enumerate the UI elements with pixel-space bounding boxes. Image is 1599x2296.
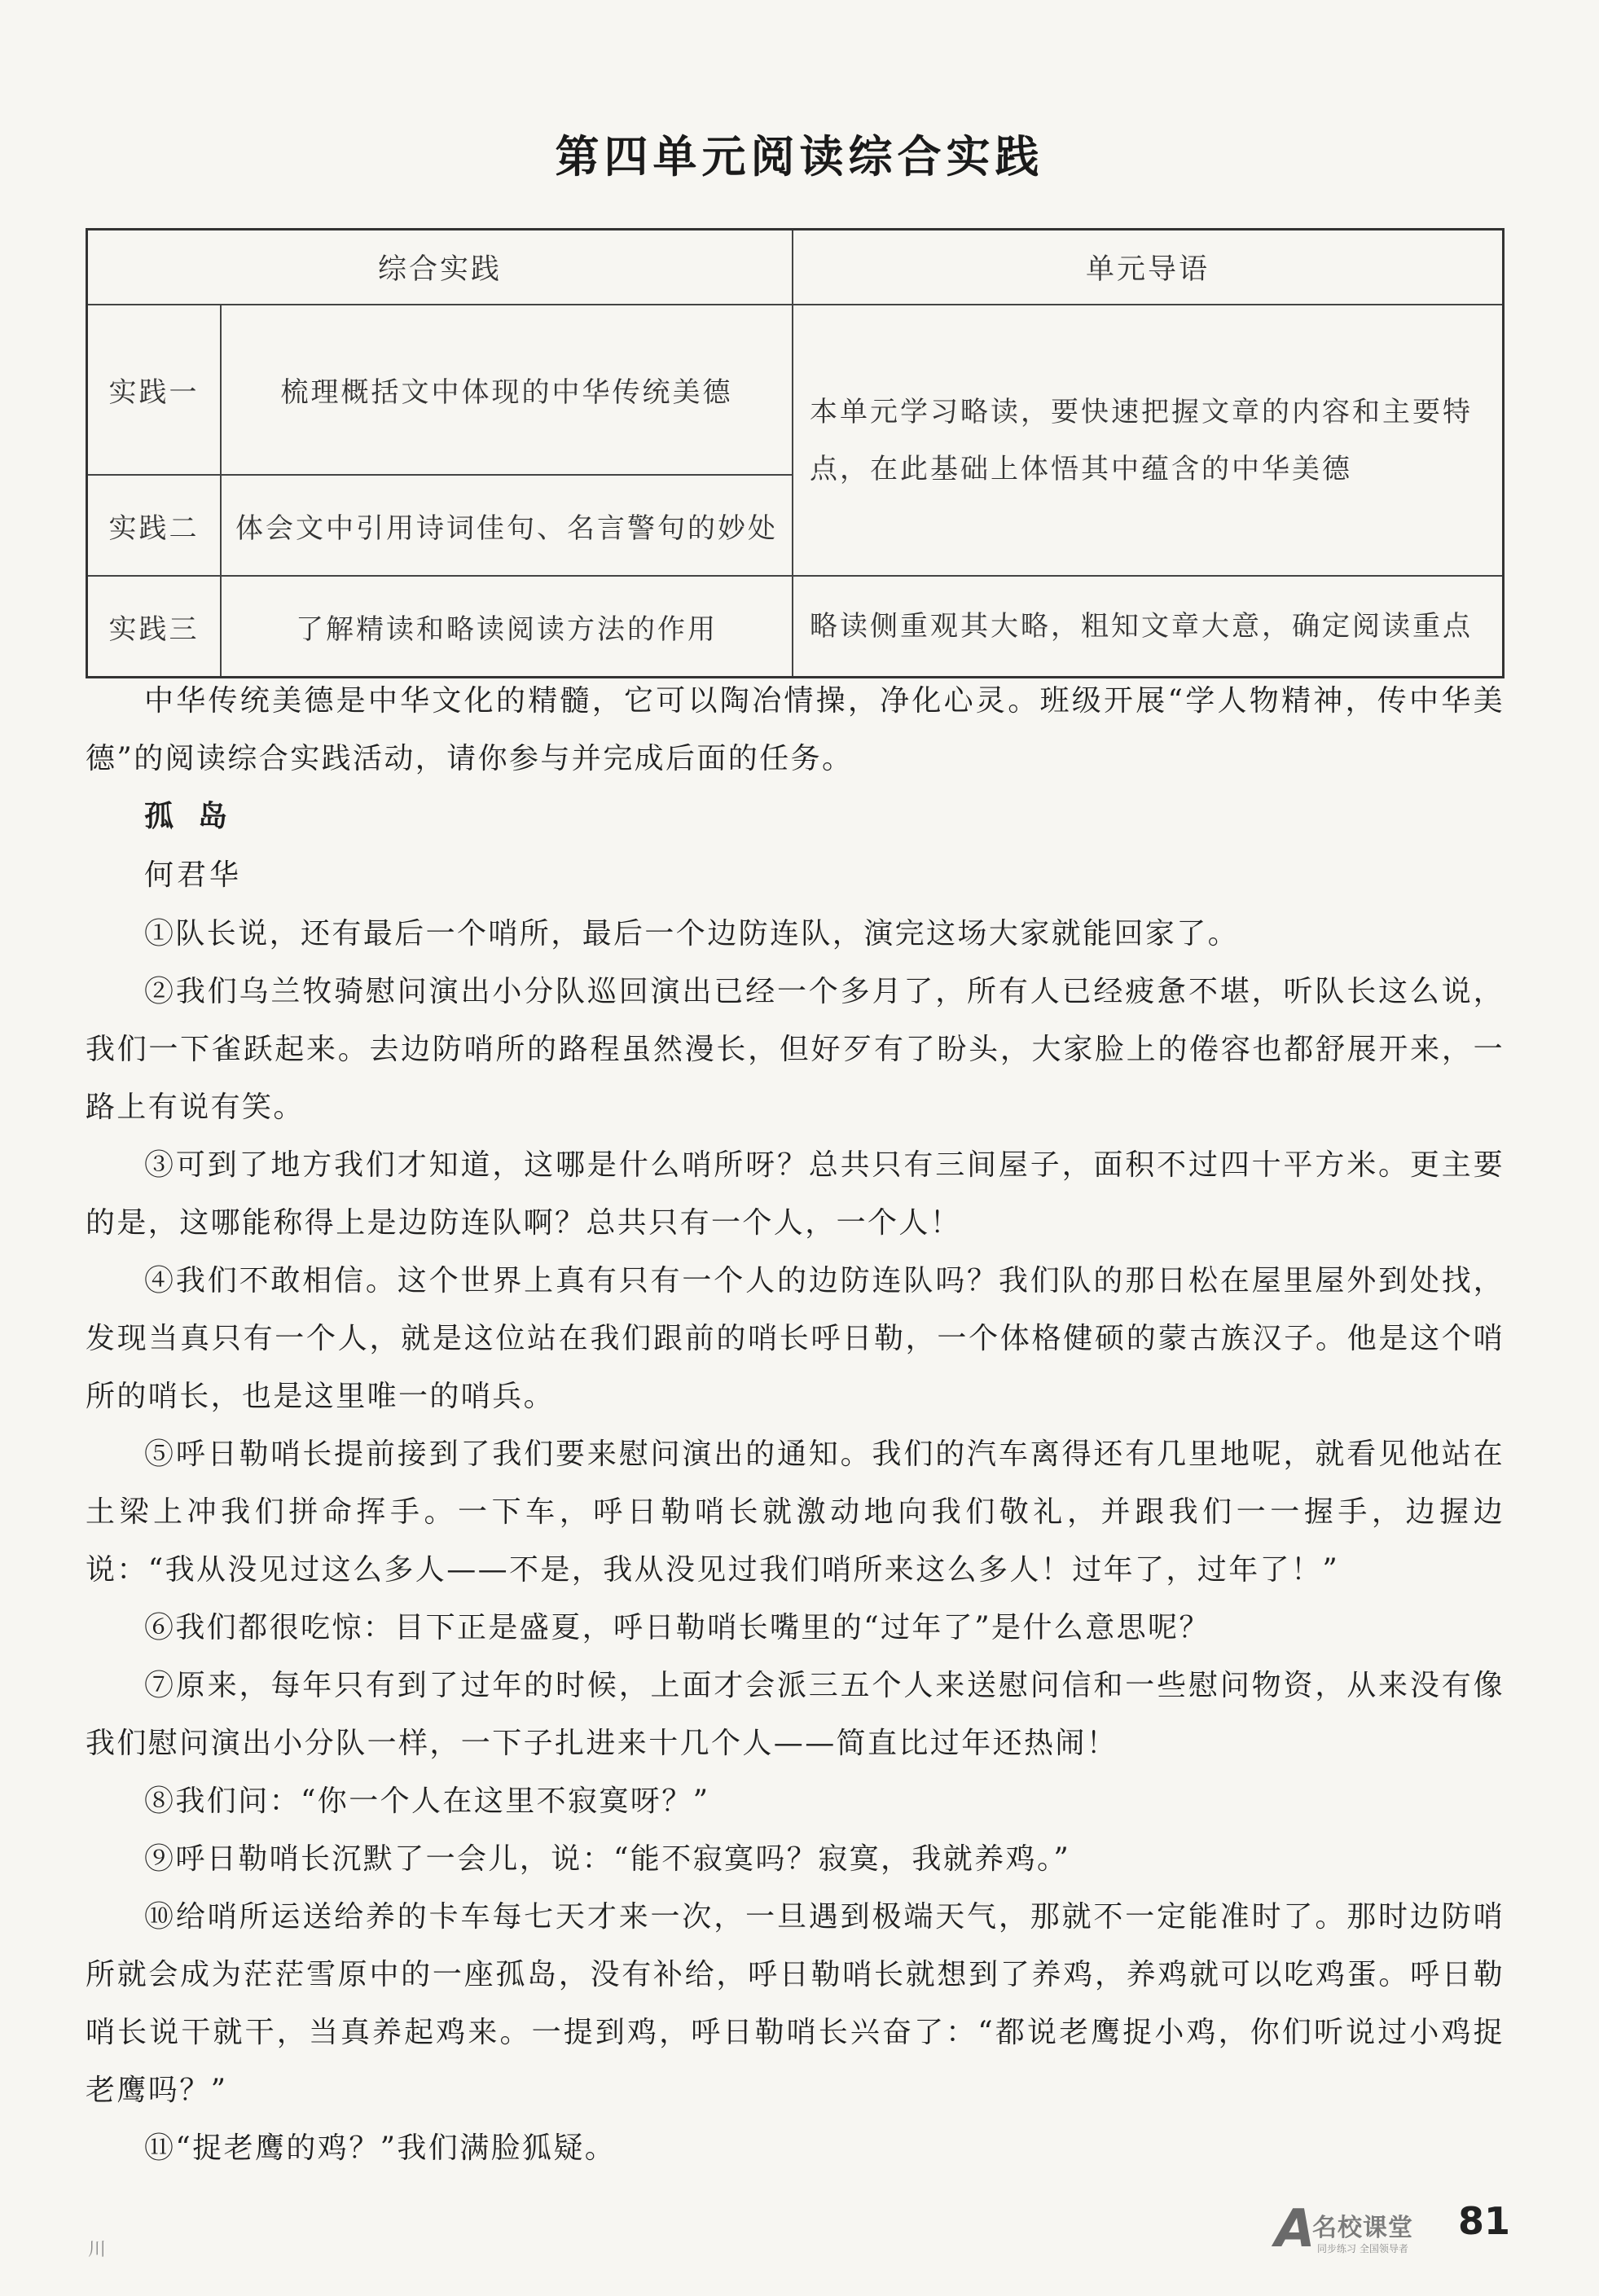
row-activity: 了解精读和略读阅读方法的作用 xyxy=(221,576,793,678)
table-header-practice: 综合实践 xyxy=(87,230,793,305)
row-note: 略读侧重观其大略，粗知文章大意，确定阅读重点 xyxy=(793,576,1504,678)
story-paragraph: ③可到了地方我们才知道，这哪是什么哨所呀？总共只有三间屋子，面积不过四十平方米。更主要的是，这哪能称得上是边防连队啊？总共只有一个人，一个人！ xyxy=(86,1148,1505,1240)
margin-mark: 川 xyxy=(88,2240,107,2260)
row-label: 实践一 xyxy=(87,305,222,475)
story-author: 何君华 xyxy=(144,858,243,892)
row-label: 实践二 xyxy=(87,475,222,576)
story-paragraph: ④我们不敢相信。这个世界上真有只有一个人的边防连队吗？我们队的那日松在屋里屋外到处找，发现当真只有一个人，就是这位站在我们跟前的哨长呼日勒，一个体格健硕的蒙古族汉子。他是这个哨所的哨长，也是这里唯一的哨兵。 xyxy=(86,1264,1505,1413)
table-row xyxy=(87,576,1504,678)
page-number: 81 xyxy=(1458,2199,1511,2243)
story-paragraph: ②我们乌兰牧骑慰问演出小分队巡回演出已经一个多月了，所有人已经疲惫不堪，听队长这么说，我们一下雀跃起来。去边防哨所的路程虽然漫长，但好歹有了盼头，大家脸上的倦容也都舒展开来，一路上有说有笑。 xyxy=(86,975,1505,1124)
logo-slogan: 同步练习 全国领导者 xyxy=(1317,2243,1408,2254)
publisher-logo xyxy=(1275,2199,1438,2259)
logo-text: 名校课堂 xyxy=(1312,2214,1413,2242)
table-row xyxy=(87,305,1504,475)
reading-passage xyxy=(86,672,1505,2177)
story-paragraph: ⑩给哨所运送给养的卡车每七天才来一次，一旦遇到极端天气，那就不一定能准时了。那时边防哨所就会成为茫茫雪原中的一座孤岛，没有补给，呼日勒哨长就想到了养鸡，养鸡就可以吃鸡蛋。呼日勒哨长说干就干，当真养起鸡来。一提到鸡，呼日勒哨长兴奋了：“都说老鹰捉小鸡，你们听说过小鸡捉老鹰吗？” xyxy=(86,1900,1505,2107)
table-header-row xyxy=(87,230,1504,305)
story-title: 孤岛 xyxy=(144,800,253,833)
practice-table xyxy=(86,228,1505,678)
row-note: 本单元学习略读，要快速把握文章的内容和主要特点，在此基础上体悟其中蕴含的中华美德 xyxy=(793,305,1504,576)
story-paragraph: ⑤呼日勒哨长提前接到了我们要来慰问演出的通知。我们的汽车离得还有几里地呢，就看见他站在土梁上冲我们拼命挥手。一下车，呼日勒哨长就激动地向我们敬礼，并跟我们一一握手，边握边说：“我从没见过这么多人——不是，我从没见过我们哨所来这么多人！过年了，过年了！” xyxy=(86,1438,1505,1587)
row-label: 实践三 xyxy=(87,576,222,678)
logo-letter: A xyxy=(1275,2199,1316,2259)
intro-paragraph: 中华传统美德是中华文化的精髓，它可以陶冶情操，净化心灵。班级开展“学人物精神，传中华美德”的阅读综合实践活动，请你参与并完成后面的任务。 xyxy=(86,684,1505,775)
story-paragraph: ⑪“捉老鹰的鸡？”我们满脸狐疑。 xyxy=(144,2131,617,2165)
row-activity: 体会文中引用诗词佳句、名言警句的妙处 xyxy=(221,475,793,576)
table-header-guide: 单元导语 xyxy=(793,230,1504,305)
story-paragraph: ①队长说，还有最后一个哨所，最后一个边防连队，演完这场大家就能回家了。 xyxy=(144,917,1240,950)
page-title: 第四单元阅读综合实践 xyxy=(555,131,1044,182)
story-paragraph: ⑨呼日勒哨长沉默了一会儿，说：“能不寂寞吗？寂寞，我就养鸡。” xyxy=(144,1842,1071,1876)
row-activity: 梳理概括文中体现的中华传统美德 xyxy=(221,305,793,475)
story-paragraph: ⑥我们都很吃惊：目下正是盛夏，呼日勒哨长嘴里的“过年了”是什么意思呢？ xyxy=(144,1611,1210,1644)
story-paragraph: ⑦原来，每年只有到了过年的时候，上面才会派三五个人来送慰问信和一些慰问物资，从来没有像我们慰问演出小分队一样，一下子扎进来十几个人——简直比过年还热闹！ xyxy=(86,1669,1505,1760)
story-paragraph: ⑧我们问：“你一个人在这里不寂寞呀？” xyxy=(144,1785,710,1818)
